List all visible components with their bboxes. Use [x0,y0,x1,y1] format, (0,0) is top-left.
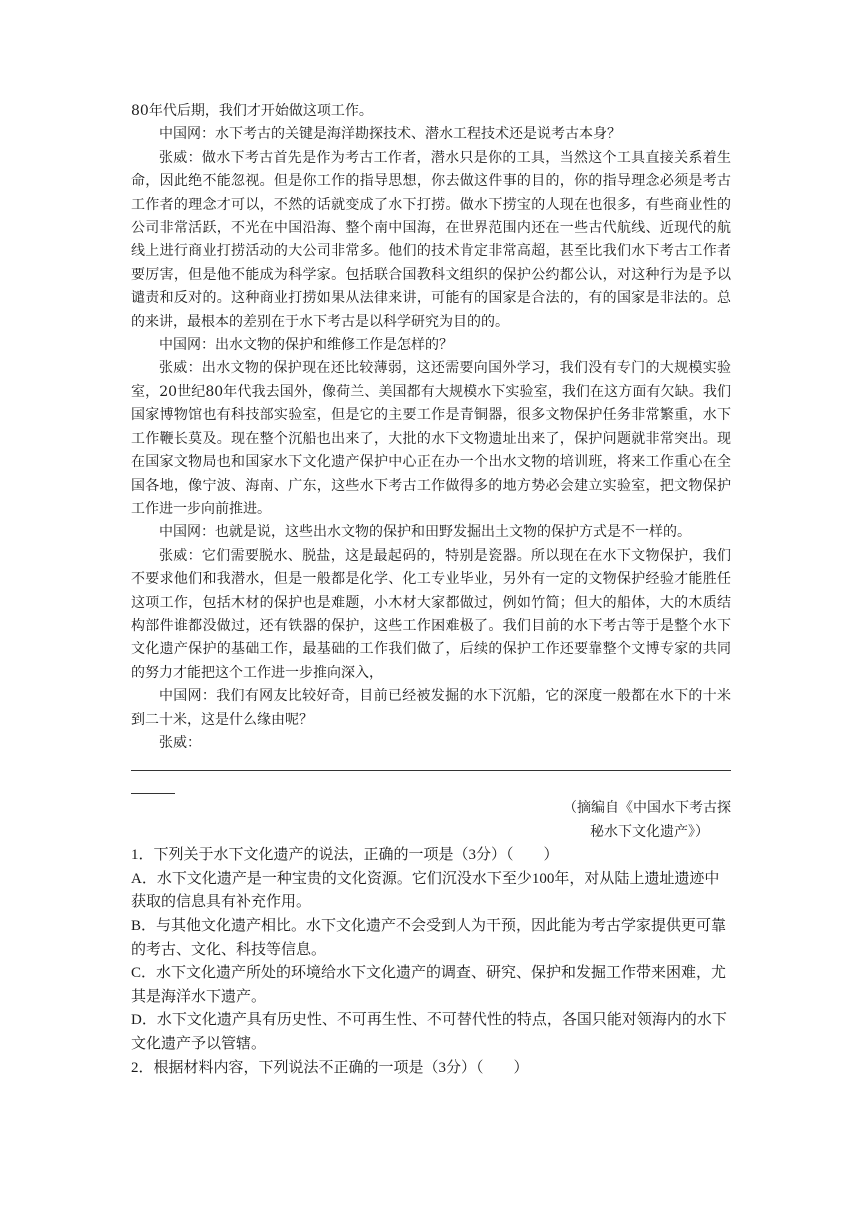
paragraph-2: 中国网：水下考古的关键是海洋勘探技术、潜水工程技术还是说考古本身？ [159,126,621,143]
question-1-option-c: C．水下文化遗产所处的环境给水下文化遗产的调查、研究、保护和发掘工作带来困难，尤其是海洋水下遗产。 [131,965,727,1005]
paragraph-6: 中国网：也就是说，这些出水文物的保护和田野发掘出土文物的保护方式是不一样的。 [159,524,691,541]
paragraph-8: 中国网：我们有网友比较好奇，目前已经被发掘的水下沉船，它的深度一般都在水下的十米到二十米，这是什么缘由呢？ [131,688,731,728]
question-1: 1．下列关于水下文化遗产的说法，正确的一项是（3分）（ ） [131,847,559,864]
paragraph-5: 张威：出水文物的保护现在还比较薄弱，这还需要向国外学习，我们没有专门的大规模实验室，20世纪80年代我去国外，像荷兰、美国都有大规模水下实验室，我们在这方面有欠缺。我们国家博物馆也有科技部实验室，但是它的主要工作是青铜器，很多文物保护任务非常繁重，水下工作鞭长莫及。现在整个沉船也出来了，大批的水下文物遗址出来了，保护问题就非常突出。现在国家文物局也和国家水下文化遗产保护中心正在办一个出水文物的培训班，将来工作重心在全国各地，像宁波、海南、广东，这些水下考古工作做得多的地方势必会建立实验室，把文物保护工作进一步向前推进。 [131,360,731,517]
source-line-2: 秘水下文化遗产》） [590,823,709,840]
paragraph-4: 中国网：出水文物的保护和维修工作是怎样的？ [159,337,453,354]
source-citation [131,797,731,844]
question-1-option-b: B．与其他文化遗产相比。水下文化遗产不会受到人为干预，因此能为考古学家提供更可靠的考古、文化、科技等信息。 [131,917,727,958]
source-line-1: （摘编自《中国水下考古探 [563,800,731,817]
question-2: 2．根据材料内容，下列说法不正确的一项是（3分）（ ） [131,1059,529,1076]
paragraph-7: 张威：它们需要脱水、脱盐，这是最起码的，特别是瓷器。所以现在在水下文物保护，我们不要求他们和我潜水，但是一般都是化学、化工专业毕业，另外有一定的文物保护经验才能胜任这项工作，包括木材的保护也是难题，小木材大家都做过，例如竹简；但大的船体，大的木质结构部件谁都没做过，还有铁器的保护，这些工作困难极了。我们目前的水下考古等于是整个水下文化遗产保护的基础工作，最基础的工作我们做了，后续的保护工作还要靠整个文博专家的共同的努力才能把这个工作进一步推向深入， [131,547,731,681]
paragraph-1: 80年代后期，我们才开始做这项工作。 [131,103,373,119]
paragraph-9: 张威： [159,734,201,751]
question-1-option-a: A．水下文化遗产是一种宝贵的文化资源。它们沉没水下至少100年，对从陆上遗址遗迹中获取的信息具有补充作用。 [131,870,720,911]
paragraph-3: 张威：做水下考古首先是作为考古工作者，潜水只是你的工具，当然这个工具直接关系着生命，因此绝不能忽视。但是你工作的指导思想，你去做这件事的目的，你的指导理念必须是考古工作者的理念才可以，不然的话就变成了水下打捞。做水下捞宝的人现在也很多，有些商业性的公司非常活跃，不光在中国沿海、整个南中国海，在世界范围内还在一些古代航线、近现代的航线上进行商业打捞活动的大公司非常多。他们的技术肯定非常高超，甚至比我们水下考古工作者要厉害，但是他不能成为科学家。包括联合国教科文组织的保护公约都公认，对这种行为是予以谴责和反对的。这种商业打捞如果从法律来讲，可能有的国家是合法的，有的国家是非法的。总的来讲，最根本的差别在于水下考古是以科学研究为目的的。 [131,149,731,330]
answer-blank-line-tail [131,793,175,794]
answer-blank-line [131,770,731,771]
question-1-option-d: D．水下文化遗产具有历史性、不可再生性、不可替代性的特点，各国只能对领海内的水下文化遗产予以管辖。 [131,1012,727,1052]
document-page [131,100,731,1080]
